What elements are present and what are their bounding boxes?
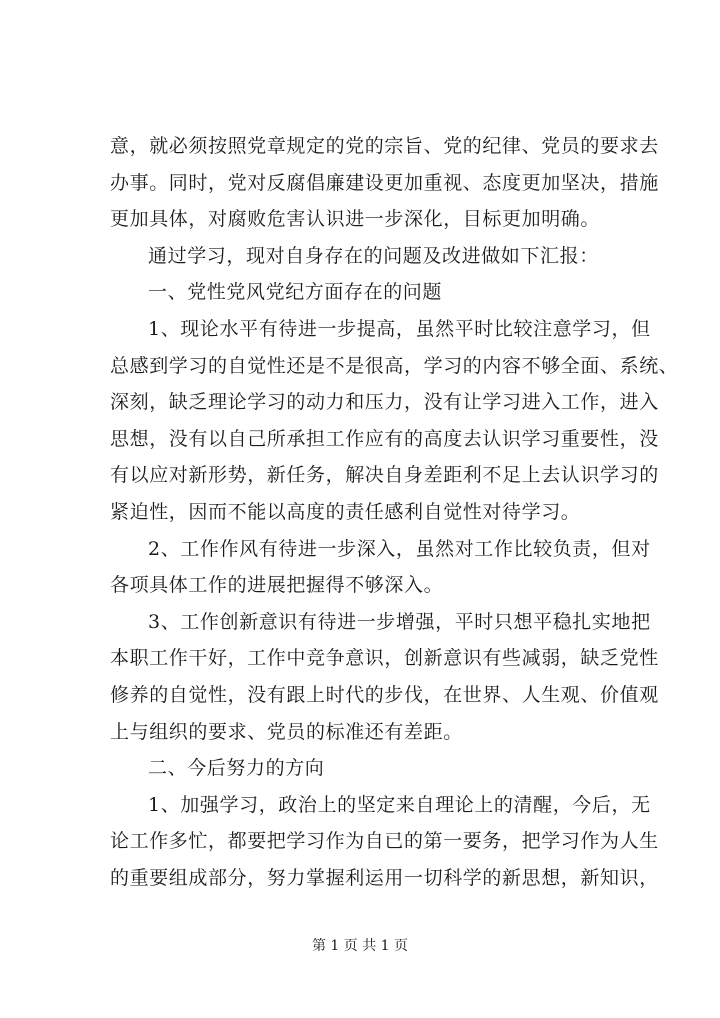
text-line: 1、现论水平有待进一步提高，虽然平时比较注意学习，但	[148, 317, 651, 340]
text-line: 有以应对新形势，新任务，解决自身差距利不足上去认识学习的	[110, 464, 659, 487]
text-line: 紧迫性，因而不能以高度的责任感利自觉性对待学习。	[110, 500, 581, 523]
text-line: 更加具体，对腐败危害认识进一步深化，目标更加明确。	[110, 208, 601, 231]
text-line: 上与组织的要求、党员的标准还有差距。	[110, 720, 463, 743]
text-line: 的重要组成部分，努力掌握利运用一切科学的新思想，新知识，	[110, 866, 659, 889]
text-line: 3、工作创新意识有待进一步增强，平时只想平稳扎实地把	[148, 610, 651, 633]
text-line: 办事。同时，党对反腐倡廉建设更加重视、态度更加坚决，措施	[110, 171, 659, 194]
page-number-footer: 第 1 页 共 1 页	[311, 938, 409, 954]
text-line: 通过学习，现对自身存在的问题及改进做如下汇报：	[148, 244, 599, 267]
text-line: 思想，没有以自己所承担工作应有的高度去认识学习重要性，没	[110, 427, 659, 450]
text-line: 一、党性党风党纪方面存在的问题	[148, 281, 443, 304]
document-body	[110, 128, 679, 896]
text-line: 意，就必须按照党章规定的党的宗旨、党的纪律、党员的要求去	[110, 135, 659, 157]
text-line: 总感到学习的自觉性还是不是很高，学习的内容不够全面、系统、	[110, 354, 679, 377]
text-line: 论工作多忙，都要把学习作为自已的第一要务，把学习作为人生	[110, 830, 659, 853]
text-line: 1、加强学习，政治上的坚定来自理论上的清醒，今后，无	[148, 793, 651, 816]
text-line: 各项具体工作的进展把握得不够深入。	[110, 574, 444, 597]
text-line: 本职工作干好，工作中竞争意识，创新意识有些减弱，缺乏党性	[110, 647, 659, 670]
text-line: 修养的自觉性，没有跟上时代的步伐，在世界、人生观、价值观	[110, 683, 659, 706]
text-line: 深刻，缺乏理论学习的动力和压力，没有让学习进入工作，进入	[110, 391, 659, 414]
text-line: 二、今后努力的方向	[148, 757, 325, 780]
text-line: 2、工作作风有待进一步深入，虽然对工作比较负责，但对	[148, 537, 651, 560]
